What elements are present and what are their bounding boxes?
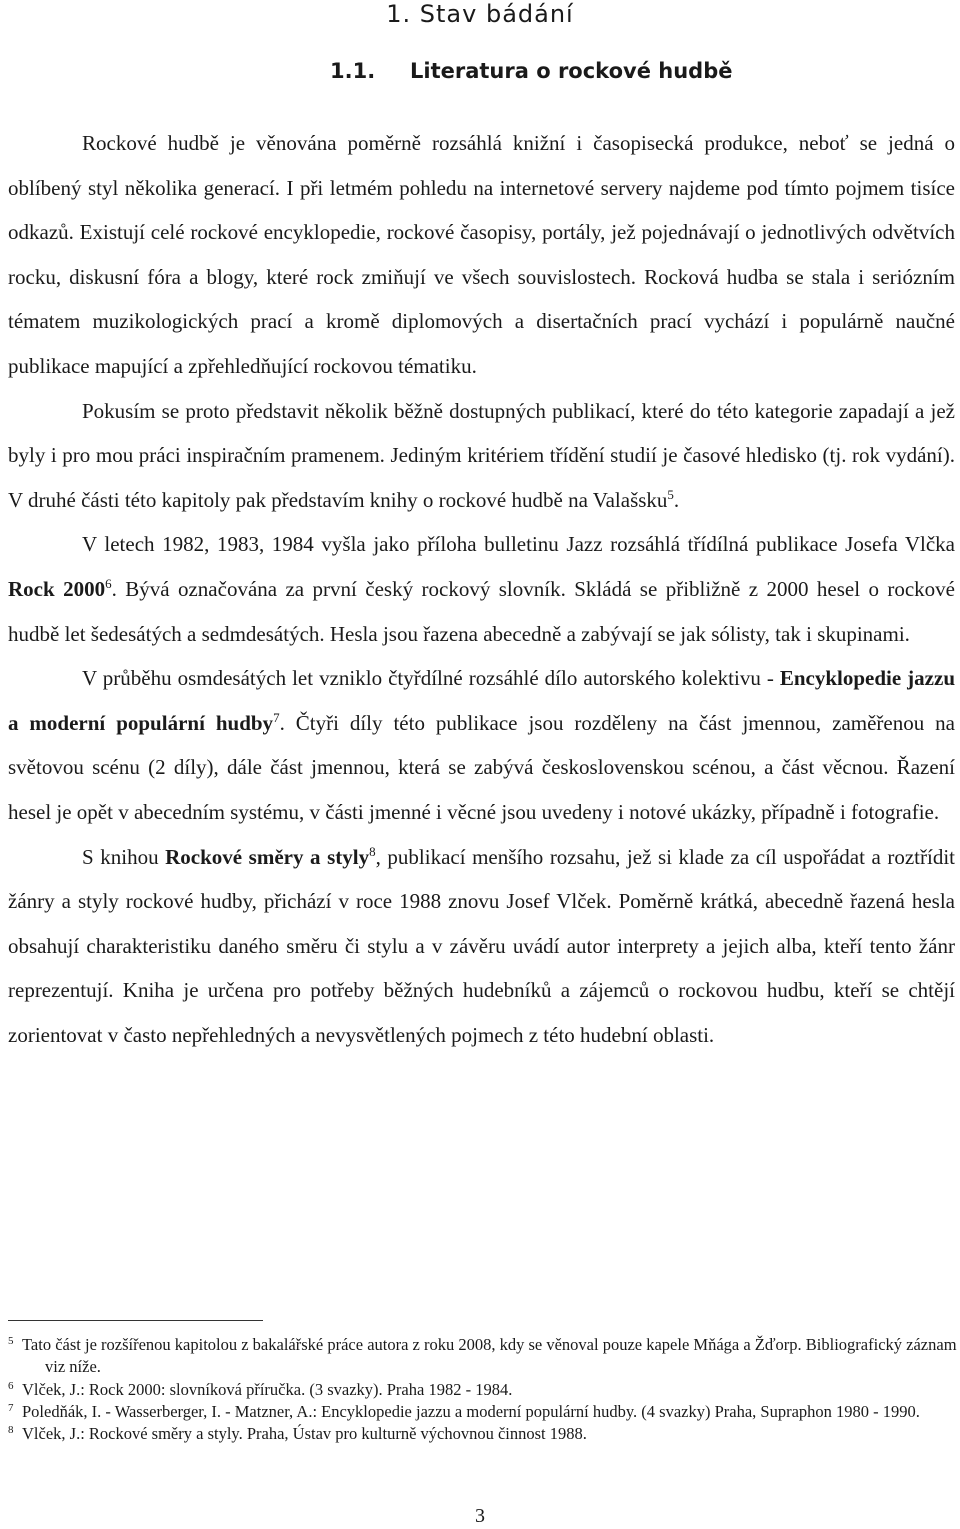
footnote-text: Tato část je rozšířenou kapitolou z bakalářské práce autora z roku 2008, kdy se věnoval pouze kapele Mňága a Žďorp. Bibliografický záznam viz níže. bbox=[22, 1335, 957, 1377]
footnote-text: Vlček, J.: Rock 2000: slovníková příručka. (3 svazky). Praha 1982 - 1984. bbox=[22, 1379, 513, 1399]
paragraph-1: Rockové hudbě je věnována poměrně rozsáhlá knižní i časopisecká produkce, neboť se jedná o oblíbený styl několika generací. I při letmém pohledu na internetové servery najdeme pod tímto pojmem tisíce odkazů. Existují celé rockové encyklopedie, rockové časopisy, portály, jež pojednávají o jednotlivých odvětvích rocku, diskusní fóra a blogy, které rock zmiňují ve všech souvislostech. Rocková hudba se stala i seriózním tématem muzikologických prací a kromě diplomových a disertačních prací vychází i populárně naučné publikace mapující a zpřehledňující rockovou tématiku. bbox=[8, 131, 955, 378]
section-number: 1.1. bbox=[330, 59, 376, 83]
paragraph-4-text-a: V průběhu osmdesátých let vzniklo čtyřdílné rozsáhlé dílo autorského kolektivu - bbox=[82, 666, 780, 691]
footnote-number: 5 bbox=[8, 1335, 14, 1347]
body-text bbox=[8, 121, 955, 1057]
section-title: Literatura o rockové hudbě bbox=[410, 59, 733, 83]
paragraph-5 bbox=[8, 835, 955, 1058]
footnote-ref-8: 8 bbox=[369, 843, 376, 859]
book-title-rock-2000: Rock 2000 bbox=[8, 576, 106, 601]
footnote-ref-6: 6 bbox=[105, 575, 112, 591]
paragraph-3 bbox=[8, 522, 955, 656]
footnote-number: 7 bbox=[8, 1401, 14, 1414]
chapter-heading: 1. Stav bádání bbox=[386, 0, 574, 28]
footnote bbox=[8, 1334, 958, 1379]
footnote-ref-7: 7 bbox=[273, 709, 280, 725]
paragraph-4 bbox=[8, 656, 955, 834]
footnote-text: Poledňák, I. - Wasserberger, I. - Matzner, A.: Encyklopedie jazzu a moderní populární hudby. (4 svazky) Praha, Supraphon 1980 - 1990. bbox=[22, 1401, 920, 1421]
footnote-text: Vlček, J.: Rockové směry a styly. Praha, Ústav pro kulturně výchovnou činnost 1988. bbox=[22, 1424, 587, 1444]
footnote bbox=[8, 1423, 958, 1445]
paragraph-4-text-b: . Čtyři díly této publikace jsou rozděleny na část jmennou, zaměřenou na světovou scénu (2 díly), dále část jmennou, která se zabývá československou scénou, a část věcnou. Řazení hesel je opět v abecedním systému, v části jmenné i věcné jsou uvedeny i notové ukázky, případně i fotografie. bbox=[8, 710, 955, 824]
footnotes bbox=[8, 1334, 958, 1445]
paragraph-2-end: . bbox=[673, 487, 680, 512]
footnote-ref-5: 5 bbox=[667, 486, 674, 502]
book-title-encyklopedie: Encyklopedie jazzu a moderní populární hudby bbox=[8, 666, 955, 735]
footnote-number: 6 bbox=[8, 1379, 14, 1392]
paragraph-2 bbox=[8, 389, 955, 523]
paragraph-3-text-b: . Bývá označována za první český rockový slovník. Skládá se přibližně z 2000 hesel o rockové hudbě let šedesátých a sedmdesátých. Hesla jsou řazena abecedně a zabývají se jak sólisty, tak i skupinami. bbox=[8, 576, 955, 646]
page-number: 3 bbox=[475, 1505, 485, 1527]
book-title-rockove-smery: Rockové směry a styly bbox=[165, 844, 370, 869]
paragraph-5-text-a: S knihou bbox=[82, 844, 166, 869]
footnote bbox=[8, 1401, 958, 1423]
footnote-number: 8 bbox=[8, 1424, 14, 1437]
footnote bbox=[8, 1379, 958, 1401]
paragraph-3-text-a: V letech 1982, 1983, 1984 vyšla jako příloha bulletinu Jazz rozsáhlá třídílná publikace Josefa Vlčka bbox=[82, 532, 955, 557]
paragraph-2-text: Pokusím se proto představit několik běžně dostupných publikací, které do této kategorie zapadají a jež byly i pro mou práci inspiračním pramenem. Jediným kritériem třídění studií je časové hledisko (tj. rok vydání). V druhé části této kapitoly pak představím knihy o rockové hudbě na Valašsku bbox=[8, 398, 955, 512]
paragraph-5-text-b: , publikací menšího rozsahu, jež si klade za cíl uspořádat a roztřídit žánry a styly rockové hudby, přichází v roce 1988 znovu Josef Vlček. Poměrně krátká, abecedně řazená hesla obsahují charakteristiku daného směru či stylu a v závěru uvádí autor interprety a jejich alba, kteří tento žánr reprezentují. Kniha je určena pro potřeby běžných hudebníků a zájemců o rockovou hudbu, kteří se chtějí zorientovat v často nepřehledných a nevysvětlených pojmech z této hudební oblasti. bbox=[8, 844, 956, 1047]
footnote-divider bbox=[8, 1320, 263, 1321]
